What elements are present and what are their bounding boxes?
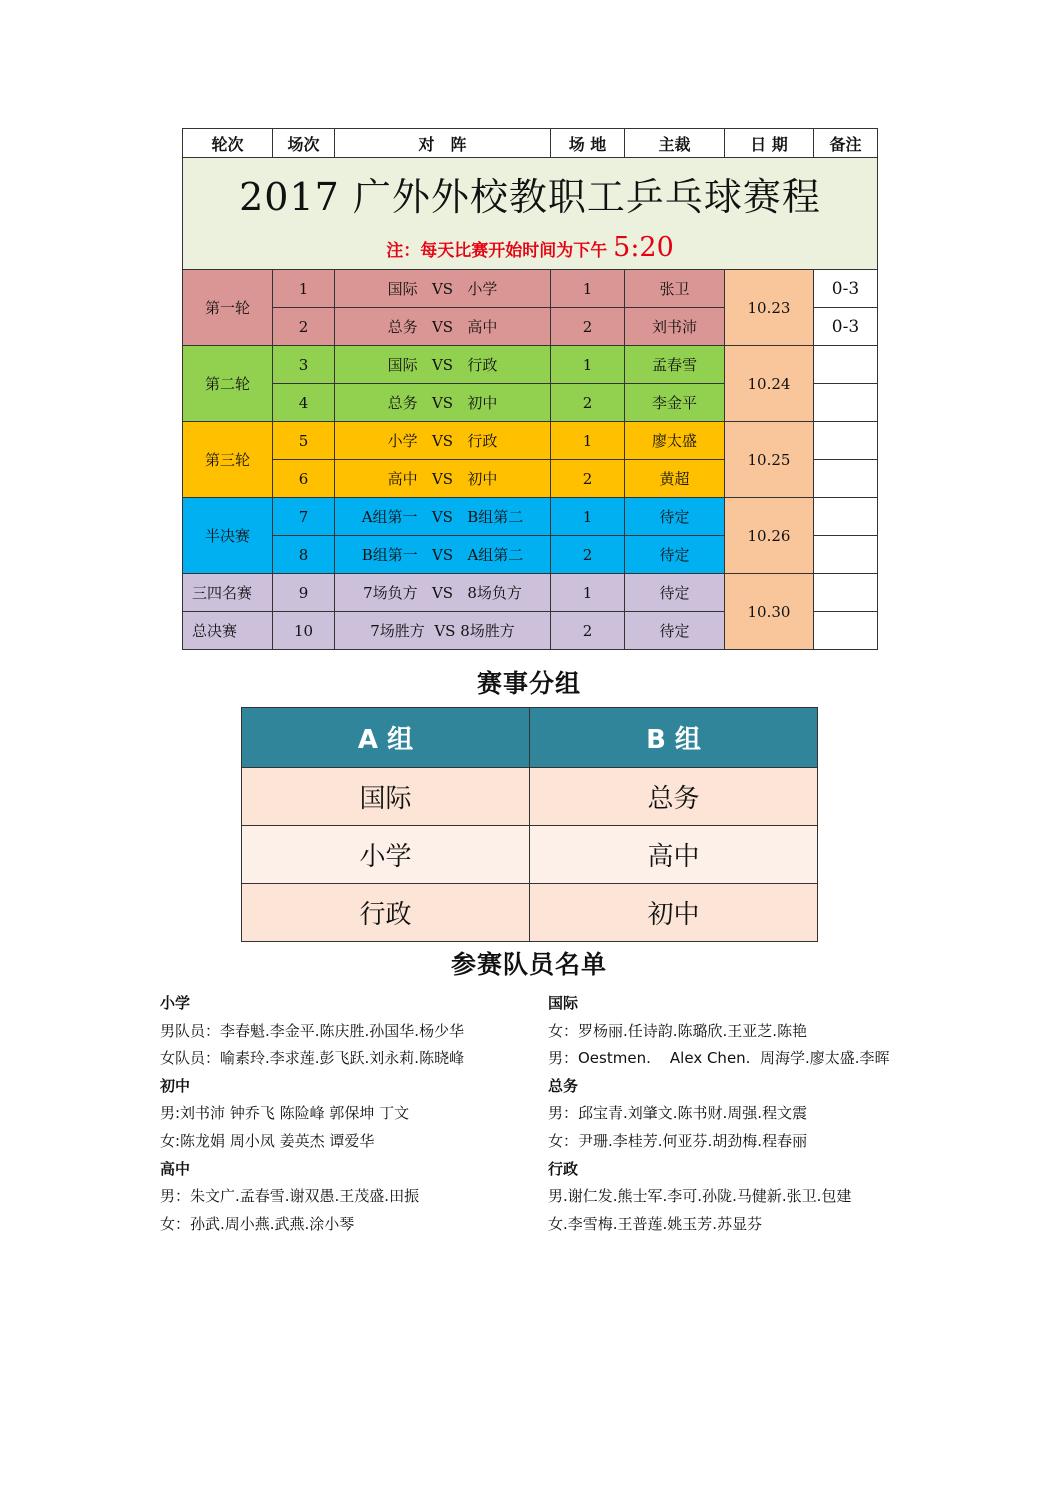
- date-cell: 10.25: [725, 422, 814, 498]
- schedule-title-block: [183, 158, 878, 270]
- date-cell: 10.24: [725, 346, 814, 422]
- roster-line: 男：邱宝青.刘肇文.陈书财.周强.程文震: [548, 1104, 808, 1123]
- table-row: [183, 498, 878, 536]
- roster-right-column: [548, 990, 890, 1238]
- header-court: 场 地: [551, 129, 625, 158]
- referee-cell: 刘书沛: [625, 308, 725, 346]
- referee-cell: 待定: [625, 498, 725, 536]
- match-no-cell: 7: [273, 498, 335, 536]
- team-a: 国际: [387, 280, 418, 298]
- header-matchup: 对 阵: [335, 129, 551, 158]
- court-cell: 1: [551, 270, 625, 308]
- round-cell: 半决赛: [183, 498, 273, 574]
- header-referee: 主裁: [625, 129, 725, 158]
- group-a-team: 国际: [242, 768, 530, 826]
- team-b: B组第二: [467, 508, 524, 526]
- team-b: 高中: [467, 318, 498, 336]
- match-no-cell: 3: [273, 346, 335, 384]
- court-cell: 2: [551, 308, 625, 346]
- match-no-cell: 4: [273, 384, 335, 422]
- match-no-cell: 2: [273, 308, 335, 346]
- court-cell: 1: [551, 498, 625, 536]
- remark-cell: [814, 460, 878, 498]
- vs-label: VS: [431, 508, 453, 526]
- roster-line: 男.谢仁发.熊士军.李可.孙陇.马健新.张卫.包建: [548, 1187, 852, 1206]
- team-b: 8场负方: [467, 584, 522, 602]
- roster-heading: 参赛队员名单: [450, 950, 607, 979]
- referee-cell: 张卫: [625, 270, 725, 308]
- referee-cell: 待定: [625, 574, 725, 612]
- remark-cell: [814, 536, 878, 574]
- date-cell: 10.23: [725, 270, 814, 346]
- team-a: 小学: [387, 432, 418, 450]
- groups-heading: 赛事分组: [476, 669, 581, 698]
- roster-line: 女：尹珊.李桂芳.何亚芬.胡劲梅.程春丽: [548, 1131, 808, 1150]
- table-row: [183, 574, 878, 612]
- table-row: [183, 422, 878, 460]
- groups-table: [241, 707, 818, 942]
- matchup-cell: [335, 612, 551, 650]
- team-b: 行政: [467, 356, 498, 374]
- team-a: 7场胜方: [370, 622, 425, 640]
- table-row: [183, 270, 878, 308]
- group-a-team: 行政: [242, 884, 530, 942]
- table-row: [242, 826, 818, 884]
- date-cell: 10.26: [725, 498, 814, 574]
- vs-label: VS: [431, 432, 454, 450]
- remark-cell: [814, 498, 878, 536]
- roster-line: 女：罗杨丽.任诗韵.陈璐欣.王亚芝.陈艳: [548, 1021, 808, 1040]
- header-date: 日 期: [725, 129, 814, 158]
- roster-group-name: 高中: [160, 1159, 191, 1178]
- roster-group-name: 行政: [548, 1159, 579, 1178]
- court-cell: 2: [551, 536, 625, 574]
- vs-label: VS: [431, 356, 454, 374]
- note-time: 5:20: [613, 232, 674, 263]
- matchup-cell: [335, 308, 551, 346]
- referee-cell: 孟春雪: [625, 346, 725, 384]
- matchup-cell: [335, 384, 551, 422]
- date-cell: 10.30: [725, 574, 814, 650]
- note-prefix: 注：每天比赛开始时间为下午: [386, 241, 608, 261]
- table-row: [242, 768, 818, 826]
- team-b: 8场胜方: [460, 622, 515, 640]
- round-cell: 第三轮: [183, 422, 273, 498]
- roster-line: 男队员：李春魁.李金平.陈庆胜.孙国华.杨少华: [160, 1021, 465, 1040]
- court-cell: 2: [551, 612, 625, 650]
- roster-group-name: 国际: [548, 994, 579, 1012]
- matchup-cell: [335, 498, 551, 536]
- group-b-team: 总务: [530, 768, 818, 826]
- roster-group-name: 初中: [160, 1076, 191, 1095]
- matchup-cell: [335, 574, 551, 612]
- remark-cell: 0-3: [814, 308, 878, 346]
- roster-line: 女.李雪梅.王普莲.姚玉芳.苏显芬: [548, 1214, 763, 1233]
- vs-label: VS: [431, 280, 454, 298]
- group-b-header: B 组: [530, 708, 818, 768]
- team-a: 国际: [387, 356, 418, 374]
- vs-label: VS: [431, 394, 454, 412]
- team-a: 总务: [387, 318, 418, 336]
- matchup-cell: [335, 346, 551, 384]
- referee-cell: 黄超: [625, 460, 725, 498]
- group-b-team: 高中: [530, 826, 818, 884]
- team-b: 行政: [467, 432, 498, 450]
- roster-left-column: [160, 990, 464, 1238]
- court-cell: 1: [551, 422, 625, 460]
- matchup-cell: [335, 270, 551, 308]
- vs-label: VS: [431, 584, 454, 602]
- schedule-title: 2017 广外外校教职工乒乓球赛程: [239, 175, 821, 219]
- roster-group-name: 总务: [548, 1076, 579, 1095]
- table-row: [183, 346, 878, 384]
- team-b: 初中: [467, 470, 498, 488]
- referee-cell: 待定: [625, 536, 725, 574]
- start-time-note: [183, 232, 877, 263]
- vs-label: VS: [431, 470, 454, 488]
- vs-label: VS: [431, 318, 454, 336]
- match-no-cell: 6: [273, 460, 335, 498]
- group-a-team: 小学: [242, 826, 530, 884]
- round-cell: 三四名赛: [183, 574, 273, 612]
- schedule-header-row: [183, 129, 878, 158]
- matchup-cell: [335, 536, 551, 574]
- round-cell: 第二轮: [183, 346, 273, 422]
- match-no-cell: 9: [273, 574, 335, 612]
- match-no-cell: 10: [273, 612, 335, 650]
- court-cell: 2: [551, 460, 625, 498]
- group-a-header: A 组: [242, 708, 530, 768]
- remark-cell: [814, 574, 878, 612]
- header-remark: 备注: [814, 129, 878, 158]
- table-row: [242, 884, 818, 942]
- team-a: B组第一: [361, 546, 418, 564]
- roster-line: 女队员：喻素玲.李求莲.彭飞跃.刘永莉.陈晓峰: [160, 1049, 465, 1068]
- roster-line: 男：朱文广.孟春雪.谢双愚.王茂盛.田振: [160, 1187, 420, 1206]
- matchup-cell: [335, 460, 551, 498]
- match-no-cell: 8: [273, 536, 335, 574]
- groups-header-row: [242, 708, 818, 768]
- remark-cell: 0-3: [814, 270, 878, 308]
- header-round: 轮次: [183, 129, 273, 158]
- team-a: A组第一: [361, 508, 418, 526]
- match-no-cell: 1: [273, 270, 335, 308]
- team-b: A组第二: [467, 546, 524, 564]
- vs-label: VS: [432, 546, 454, 564]
- roster-line: 男：Oestmen. Alex Chen. 周海学.廖太盛.李晖: [548, 1049, 890, 1068]
- team-b: 小学: [467, 280, 498, 298]
- remark-cell: [814, 384, 878, 422]
- referee-cell: 廖太盛: [625, 422, 725, 460]
- court-cell: 1: [551, 574, 625, 612]
- referee-cell: 李金平: [625, 384, 725, 422]
- roster-group-name: 小学: [160, 994, 191, 1012]
- team-a: 总务: [387, 394, 418, 412]
- court-cell: 2: [551, 384, 625, 422]
- roster-line: 女:陈龙娟 周小凤 姜英杰 谭爱华: [160, 1131, 375, 1150]
- court-cell: 1: [551, 346, 625, 384]
- remark-cell: [814, 422, 878, 460]
- group-b-team: 初中: [530, 884, 818, 942]
- team-a: 高中: [387, 470, 418, 488]
- schedule-table: [182, 128, 878, 650]
- match-no-cell: 5: [273, 422, 335, 460]
- roster-line: 男:刘书沛 钟乔飞 陈险峰 郭保坤 丁文: [160, 1104, 410, 1123]
- vs-label: VS: [434, 622, 456, 640]
- roster-line: 女：孙武.周小燕.武燕.涂小琴: [160, 1214, 355, 1233]
- matchup-cell: [335, 422, 551, 460]
- team-b: 初中: [467, 394, 498, 412]
- referee-cell: 待定: [625, 612, 725, 650]
- remark-cell: [814, 612, 878, 650]
- remark-cell: [814, 346, 878, 384]
- header-match-no: 场次: [273, 129, 335, 158]
- round-cell: 第一轮: [183, 270, 273, 346]
- team-a: 7场负方: [363, 584, 418, 602]
- round-cell: 总决赛: [183, 612, 273, 650]
